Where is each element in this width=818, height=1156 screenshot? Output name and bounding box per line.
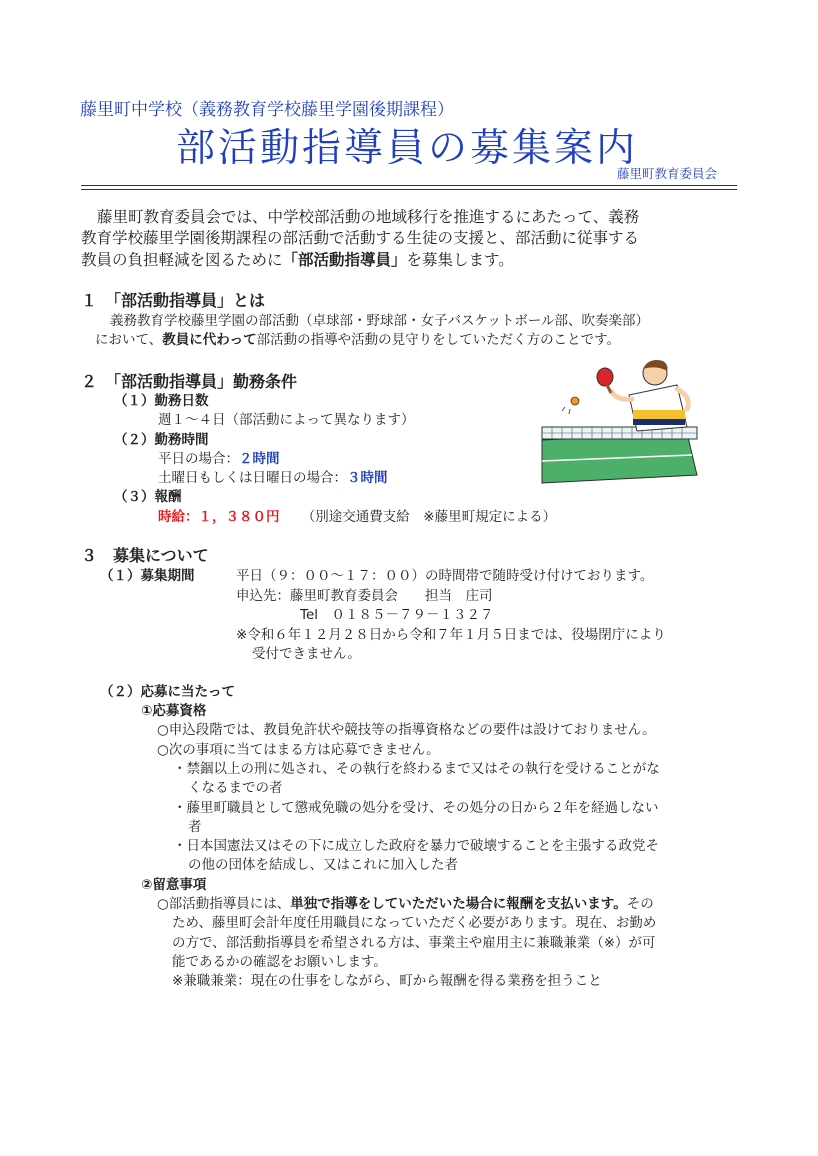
contact-info: 申込先：藤里町教育委員会 担当 庄司: [236, 588, 493, 604]
qualification-item: ○申込段階では、教員免許状や競技等の指導資格などの要件は設けておりません。: [157, 722, 656, 738]
section1-highlight: 教員に代わって: [162, 332, 257, 348]
notes-label: ②留意事項: [141, 877, 207, 893]
pay-line: [158, 505, 556, 525]
intro-highlight: 「部活動指導員」: [282, 251, 407, 269]
intro-line: [81, 248, 514, 270]
exclusion-item: ・藤里町職員として懲戒免職の処分を受け、その処分の日から２年を経過しない: [173, 800, 659, 816]
section2-heading: ２ 「部活動指導員」勤務条件: [81, 372, 298, 391]
weekend-label: 土曜日もしくは日曜日の場合：: [158, 470, 347, 486]
work-days-label: （１）勤務日数: [114, 393, 209, 409]
note-text: ○部活動指導員には、: [157, 896, 291, 912]
contact-tel: Tel ０１８５－７９－１３２７: [300, 607, 494, 623]
section1-text: 部活動の指導や活動の見守りをしていただく方のことです。: [256, 332, 621, 348]
exclusion-item: の他の団体を結成し、又はこれに加入した者: [188, 857, 458, 873]
work-days-value: 週１～４日（部活動によって異なります）: [158, 412, 415, 428]
issuer-name: 藤里町教育委員会: [617, 166, 718, 181]
weekday-value: ２時間: [239, 451, 280, 467]
period-label: （１）募集期間: [100, 568, 195, 584]
note-line: の方で、部活動指導員を希望される方は、事業主や雇用主に兼職兼業（※）が可: [172, 935, 656, 951]
table-tennis-illustration: [537, 355, 727, 495]
weekend-value: ３時間: [347, 470, 388, 486]
weekday-label: 平日の場合：: [158, 451, 239, 467]
weekend-hours: [158, 466, 388, 486]
intro-line: 教育学校藤里学園後期課程の部活動で活動する生徒の支援と、部活動に従事する: [81, 229, 640, 247]
pay-value: 時給：１，３８０円: [158, 509, 280, 525]
note-footnote: ※兼職兼業：現在の仕事をしながら、町から報酬を得る業務を担うこと: [172, 973, 602, 989]
note-line: ため、藤里町会計年度任用職員になっていただく必要があります。現在、お勤め: [172, 915, 657, 931]
section1-line: 義務教育学校藤里学園の部活動（卓球部・野球部・女子バスケットボール部、吹奏楽部）: [110, 313, 650, 329]
section1-heading: １ 「部活動指導員」とは: [81, 291, 266, 310]
header-rule-bottom: [81, 189, 737, 190]
note-highlight: 単独で指導をしていただいた場合に報酬を支払います。: [290, 896, 627, 912]
qualification-label: ①応募資格: [141, 703, 207, 719]
period-value: 平日（９：００～１７：００）の時間帯で随時受け付けております。: [236, 568, 654, 584]
note-line: [157, 892, 654, 912]
header-subtitle: 藤里町中学校（義務教育学校藤里学園後期課程）: [80, 100, 454, 120]
header-rule-top: [81, 185, 737, 186]
intro-text: を募集します。: [406, 251, 514, 269]
intro-text: 教員の負担軽減を図るために: [81, 251, 283, 269]
note-text: その: [626, 896, 654, 912]
exclusion-item: くなるまでの者: [188, 780, 283, 796]
pay-label: （３）報酬: [114, 489, 182, 505]
page-title: 部活動指導員の募集案内: [176, 126, 639, 171]
note-line: 能であるかの確認をお願いします。: [172, 954, 387, 970]
holiday-note: 受付できません。: [252, 646, 361, 662]
pay-note: （別途交通費支給 ※藤里町規定による）: [301, 509, 557, 525]
exclusion-item: ・禁錮以上の刑に処され、その執行を終わるまで又はその執行を受けることがな: [173, 761, 660, 777]
exclusion-item: 者: [188, 819, 202, 835]
holiday-note: ※令和６年１２月２８日から令和７年１月５日までは、役場閉庁により: [236, 627, 666, 643]
qualification-item: ○次の事項に当てはまる方は応募できません。: [157, 742, 440, 758]
exclusion-item: ・日本国憲法又はその下に成立した政府を暴力で破壊することを主張する政党そ: [173, 838, 659, 854]
section1-line: [95, 328, 620, 348]
apply-label: （２）応募に当たって: [100, 684, 235, 700]
section3-heading: ３ 募集について: [81, 546, 209, 565]
intro-line: 藤里町教育委員会では、中学校部活動の地域移行を推進するにあたって、義務: [97, 208, 640, 226]
work-hours-label: （２）勤務時間: [114, 432, 209, 448]
weekday-hours: [158, 447, 280, 467]
section1-text: において、: [95, 332, 163, 348]
